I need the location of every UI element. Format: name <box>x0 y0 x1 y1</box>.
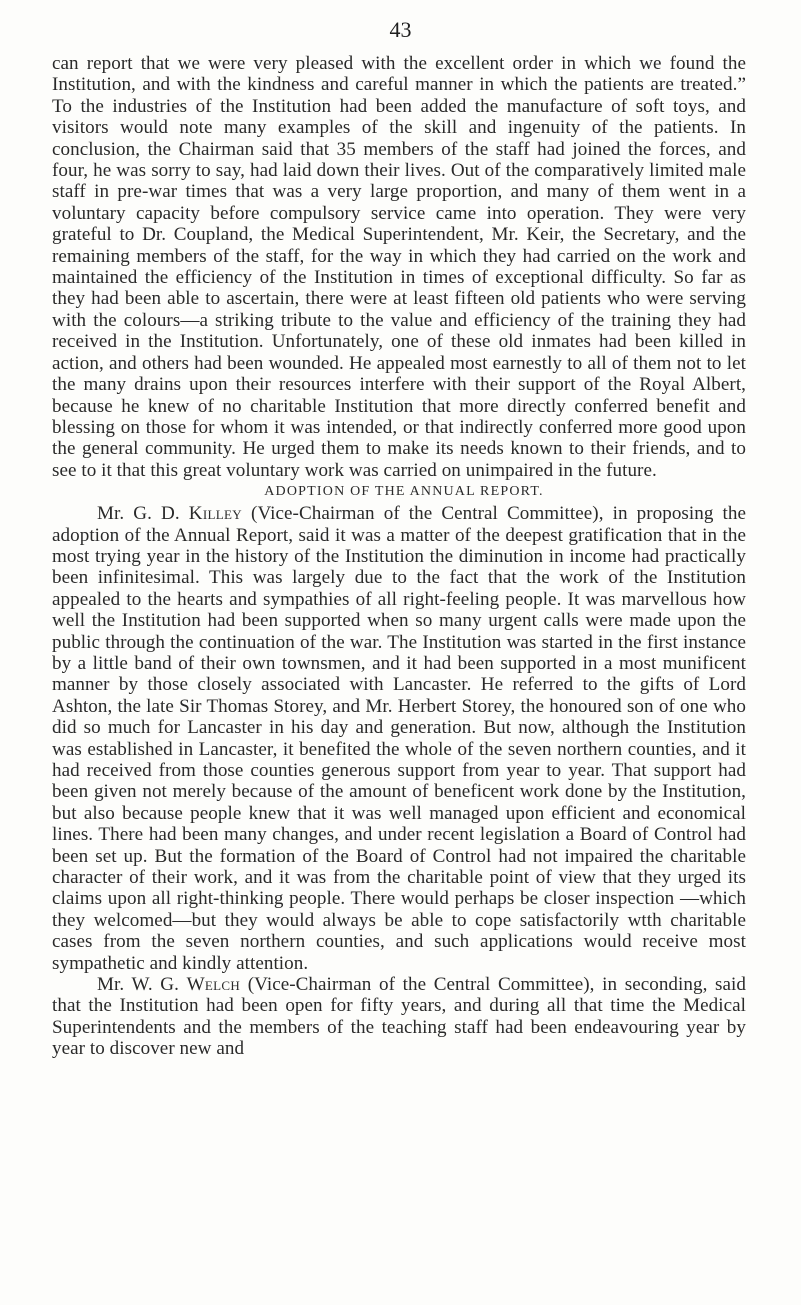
welch-speaker-name: Welch <box>186 974 241 996</box>
continuation-paragraph: can report that we were very pleased with the excellent order in which we found the Institution, and with the kindness and careful manner in which the patients are treated.” To the industries of the Institution had been added the manufacture of soft toys, and visitors would note many examples of the skill and ingenuity of the patients. In conclusion, the Chairman said that 35 members of the staff had joined the forces, and four, he was sorry to say, had laid down their lives. Out of the comparatively limited male staff in pre-war times that was a very large proportion, and many of them went in a voluntary capacity before compulsory service came into operation. They were very grateful to Dr. Coupland, the Medical Superintendent, Mr. Keir, the Secretary, and the remaining members of the staff, for the way in which they had carried on the work and maintained the efficiency of the Institution in times of exceptional difficulty. So far as they had been able to ascertain, there were at least fifteen old patients who were serving with the colours—a striking tribute to the value and efficiency of the training they had received in the Institution. Unfortunately, one of these old inmates had been killed in action, and others had been wounded. He appealed most earnestly to all of them not to let the many drains upon their resources interfere with their support of the Royal Albert, because he knew of no charitable Institution that more directly conferred benefit and blessing on those for whom it was intended, or that indirectly conferred more good upon the general community. He urged them to make its needs known to their friends, and to see to it that this great voluntary work was carried on unimpaired in the future. <box>52 53 746 481</box>
body-text <box>52 53 746 1060</box>
welch-paragraph <box>52 974 746 1060</box>
section-heading: ADOPTION OF THE ANNUAL REPORT. <box>264 484 544 500</box>
welch-prefix: Mr. W. G. <box>97 974 179 996</box>
killey-speaker-name: Killey <box>188 503 242 525</box>
page-number: 43 <box>389 17 412 42</box>
killey-prefix: Mr. G. D. <box>97 503 180 525</box>
killey-paragraph <box>52 503 746 974</box>
welch-paragraph-text: (Vice-Chairman of the Central Committee), in seconding, said that the Institution had been open for fifty years, and during all that time the Medical Superintendents and the members of the teaching staff had been endeavouring year by year to discover new and <box>52 974 747 1060</box>
killey-paragraph-text: (Vice-Chairman of the Central Committee), in proposing the adoption of the Annual Report, said it was a matter of the deepest gratification that in the most trying year in the history of the Institution the diminution in income had practically been infinitesimal. This was largely due to the fact that the work of the Institution appealed to the hearts and sympathies of all right-feeling people. It was marvellous how well the Institution had been supported when so many urgent calls were made upon the public through the continuation of the war. The Institution was started in the first instance by a little band of their own townsmen, and it had been supported in a most munificent manner by those closely associated with Lancaster. He referred to the gifts of Lord Ashton, the late Sir Thomas Storey, and Mr. Herbert Storey, the honoured son of one who did so much for Lancaster in his day and generation. But now, although the Institution was established in Lancaster, it benefited the whole of the seven northern counties, and it had received from those counties generous support from year to year. That support had been given not merely because of the amount of beneficent work done by the Institution, but also because people knew that it was well managed upon efficient and economical lines. There had been many changes, and under recent legislation a Board of Control had been set up. But the formation of the Board of Control had not impaired the charitable character of their work, and it was from the charitable point of view that they urged its claims upon all right-thinking people. There would perhaps be closer inspection —which they welcomed—but they would always be able to cope satisfactorily wtth charitable cases from the seven northern counties, and such applications would receive most sympathetic and kindly attention. <box>52 503 747 974</box>
